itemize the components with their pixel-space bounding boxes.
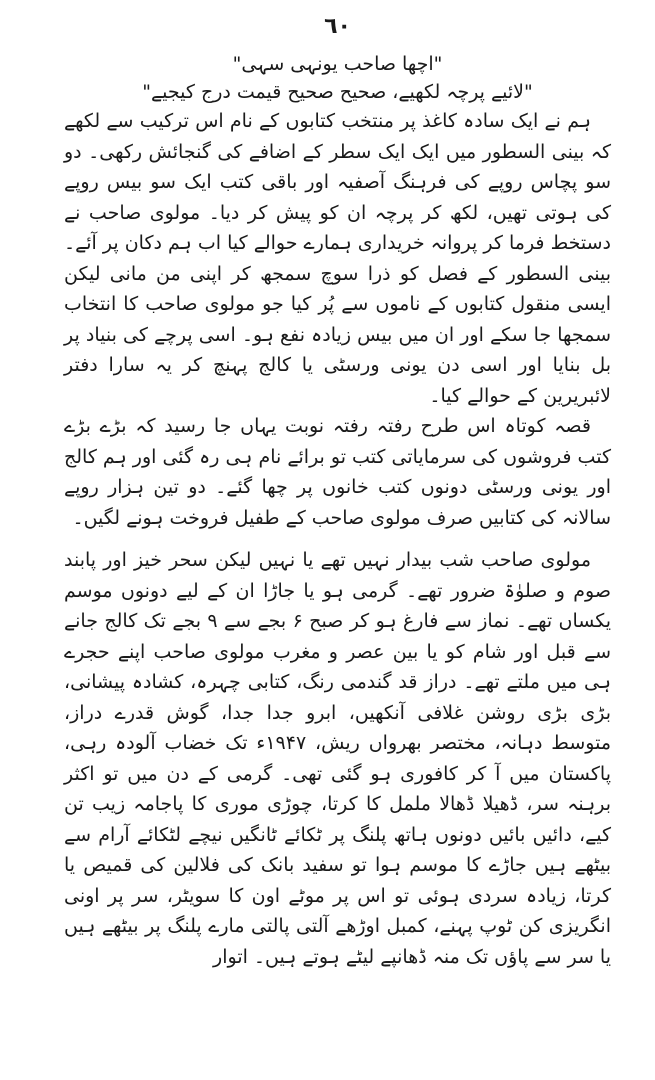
quote-line-1: "اچھا صاحب یونہی سہی" bbox=[232, 53, 443, 75]
paragraph-1: ہم نے ایک سادہ کاغذ پر منتخب کتابوں کے نام اس ترکیب سے لکھے کہ بینی السطور میں ایک ایک سطر کے اضافے کی گنجائش رکھی۔ دو سو پچاس روپے کی فرہنگ آصفیہ اور باقی کتب ایک سو بیس روپے کی ہوتی تھیں، لکھ کر پرچہ ان کو پیش کر دیا۔ مولوی صاحب نے دستخط فرما کر پروانہ خریداری ہمارے حوالے کیا اب ہم دکان پر آئے۔ بینی السطور کے فصل کو ذرا سوچ سمجھ کر اپنی من مانی لیکن ایسی منقول کتابوں کے ناموں سے پُر کیا جو مولوی صاحب کا انتخاب سمجھا جا سکے اور ان میں بیس زیادہ نفع ہو۔ اسی پرچے کی بنیاد پر بل بنایا اور اسی دن یونی ورسٹی یا کالج پہنچ کر یہ سارا دفتر لائبریرین کے حوالے کیا۔ bbox=[64, 110, 611, 407]
paragraph-2: قصہ کوتاہ اس طرح رفتہ رفتہ نوبت یہاں جا رسید کہ بڑے بڑے کتب فروشوں کی سرمایاتی کتب تو برائے نام ہی رہ گئی اور ہم کالج اور یونی ورسٹی دونوں کتب خانوں پر چھا گئے۔ دو تین ہزار روپے سالانہ کی کتابیں صرف مولوی صاحب کے طفیل فروخت ہونے لگیں۔ bbox=[64, 415, 611, 529]
paragraph-gap bbox=[64, 533, 611, 545]
paragraph-3: مولوی صاحب شب بیدار نہیں تھے یا نہیں لیکن سحر خیز اور پابند صوم و صلوٰۃ ضرور تھے۔ گرمی ہو یا جاڑا ان کے لیے دونوں موسم یکساں تھے۔ نماز سے فارغ ہو کر صبح ۶ بجے سے ۹ بجے تک کالج جانے سے قبل اور شام کو یا بین عصر و مغرب مولوی صاحب اپنے حجرے ہی میں ملتے تھے۔ دراز قد گندمی رنگ، کتابی چہرہ، کشادہ پیشانی، بڑی بڑی روشن غلافی آنکھیں، ابرو جدا جدا، گوش قدرے دراز، متوسط دہانہ، مختصر بھرواں ریش، ۱۹۴۷ء تک خضاب آلودہ رہی، پاکستان میں آ کر کافوری ہو گئی تھی۔ گرمی کے دن میں تو اکثر برہنہ سر، ڈھیلا ڈھالا ململ کا کرتا، چوڑی موری کا پاجامہ زیب تن کیے، دائیں بائیں دونوں ہاتھ پلنگ پر ٹکائے ٹانگیں نیچے لٹکائے آرام سے بیٹھے ہیں جاڑے کا موسم ہوا تو سفید بانک کی فلالین کی قمیص یا کرتا، زیادہ سردی ہوئی تو اس پر موٹے اون کا سویٹر، سر پر اونی انگریزی کن ٹوپ پہنے، کمبل اوڑھے آلتی پالتی مارے پلنگ پر بیٹھے ہیں یا سر سے پاؤں تک منہ ڈھانپے لیٹے ہوتے ہیں۔ اتوار bbox=[64, 549, 612, 968]
page-number: ٦٠ bbox=[324, 14, 351, 39]
quote-line-2: "لائیے پرچہ لکھیے، صحیح صحیح قیمت درج کیجیے" bbox=[142, 81, 533, 103]
body-text bbox=[64, 106, 611, 972]
